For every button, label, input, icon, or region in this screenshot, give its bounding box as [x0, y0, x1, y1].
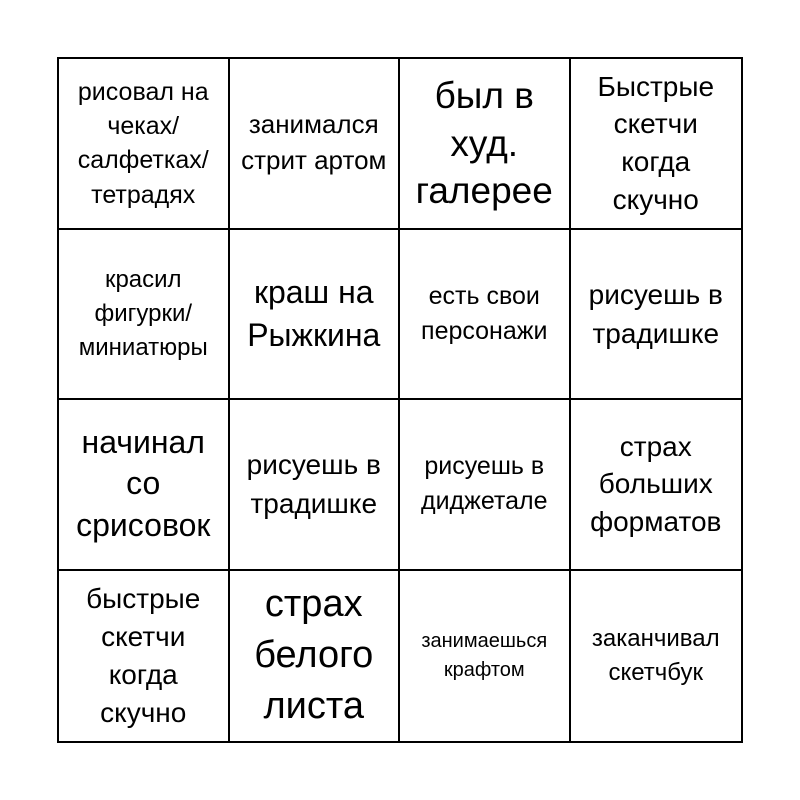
cell-text: занимался стрит артом	[241, 109, 387, 176]
cell-text: страх белого листа	[254, 582, 374, 728]
cell-text: Быстрые скетчи когда скучно	[597, 70, 715, 216]
bingo-cell[interactable]	[59, 59, 230, 230]
cell-text: есть свои персонажи	[421, 281, 548, 345]
bingo-cell[interactable]	[230, 59, 401, 230]
cell-text: рисуешь в диджетале	[420, 452, 548, 516]
bingo-cell[interactable]	[400, 571, 571, 742]
cell-text: рисуешь в традишке	[588, 278, 723, 349]
bingo-cell[interactable]	[230, 400, 401, 571]
cell-text: заканчивал скетчбук	[591, 625, 720, 686]
bingo-cell[interactable]	[230, 571, 401, 742]
cell-text: страх больших форматов	[590, 430, 722, 538]
bingo-cell[interactable]	[400, 59, 571, 230]
bingo-cell[interactable]	[571, 59, 742, 230]
cell-text: начинал со срисовок	[76, 423, 211, 544]
bingo-board	[57, 57, 743, 743]
cell-text: занимаешься крафтом	[421, 629, 548, 681]
cell-text: рисуешь в традишке	[246, 449, 381, 520]
cell-text: краш на Рыжкина	[247, 273, 381, 353]
bingo-cell[interactable]	[400, 230, 571, 401]
bingo-cell[interactable]	[59, 400, 230, 571]
cell-text: красил фигурки/ миниатюры	[78, 265, 208, 361]
cell-text: рисовал на чеках/ салфетках/ тетрадях	[77, 77, 209, 209]
bingo-cell[interactable]	[59, 571, 230, 742]
bingo-cell[interactable]	[571, 230, 742, 401]
bingo-cell[interactable]	[400, 400, 571, 571]
bingo-cell[interactable]	[59, 230, 230, 401]
bingo-cell[interactable]	[571, 571, 742, 742]
cell-text: был в худ. галерее	[415, 75, 553, 211]
bingo-cell[interactable]	[230, 230, 401, 401]
cell-text: быстрые скетчи когда скучно	[86, 583, 201, 728]
bingo-cell[interactable]	[571, 400, 742, 571]
